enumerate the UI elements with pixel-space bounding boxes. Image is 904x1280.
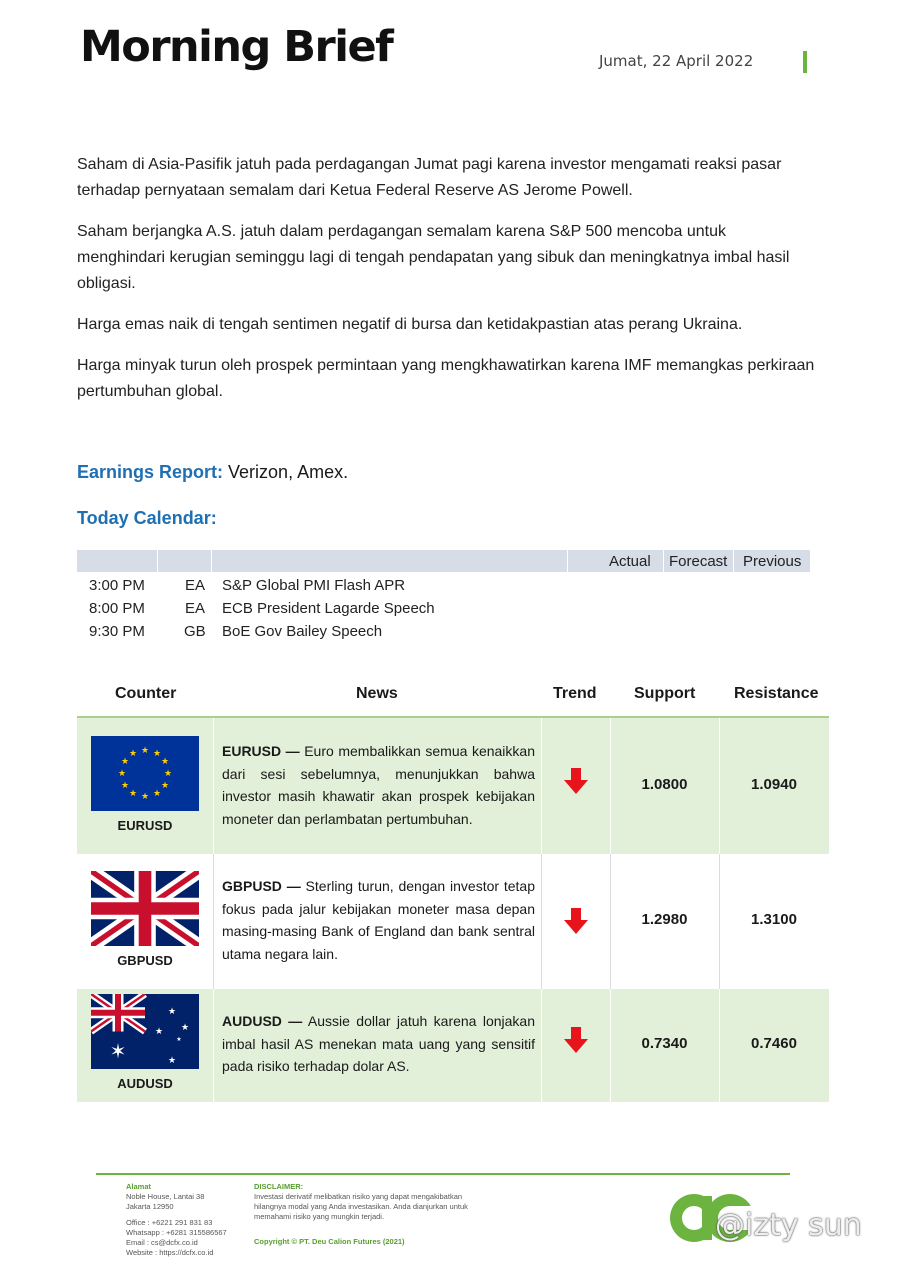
event-time: 3:00 PM bbox=[89, 577, 145, 594]
divider bbox=[541, 989, 542, 1102]
event-time: 8:00 PM bbox=[89, 600, 145, 617]
office-phone: Office : +6221 291 831 83 bbox=[126, 1218, 213, 1227]
svg-text:★: ★ bbox=[160, 756, 170, 766]
svg-text:★: ★ bbox=[152, 748, 162, 758]
uk-flag-icon bbox=[91, 871, 199, 946]
paragraph: Harga minyak turun oleh prospek permintaan yang mengkhawatirkan karena IMF memangkas perkiraan pertumbuhan global. bbox=[77, 357, 815, 400]
divider bbox=[213, 718, 214, 854]
svg-text:★: ★ bbox=[176, 1037, 182, 1043]
event-country: EA bbox=[185, 600, 206, 617]
divider bbox=[541, 718, 542, 854]
watermark: @izty sun bbox=[715, 1208, 862, 1243]
svg-text:★: ★ bbox=[163, 768, 173, 778]
page-title: Morning Brief bbox=[80, 22, 393, 72]
news-body: Euro membalikkan semua kenaikkan dari sesi sebelumnya, menunjukkan bahwa investor masih khawatir akan prospek kebijakan moneter dan perlambatan pertumbuhan. bbox=[222, 743, 535, 827]
calendar-row bbox=[77, 575, 810, 597]
calendar-col-forecast: Forecast bbox=[669, 553, 728, 570]
svg-text:★: ★ bbox=[160, 780, 170, 790]
calendar-col-previous: Previous bbox=[743, 553, 802, 570]
disclaimer-line: Investasi derivatif melibatkan risiko yang dapat mengakibatkan bbox=[254, 1192, 463, 1201]
address-line: Noble House, Lantai 38 bbox=[126, 1192, 205, 1201]
counter-code: AUDUSD bbox=[117, 1076, 173, 1091]
resistance-value: 1.0940 bbox=[751, 776, 797, 793]
col-resistance: Resistance bbox=[734, 685, 819, 702]
footer-contact bbox=[126, 1182, 241, 1258]
table-row bbox=[77, 718, 829, 854]
earnings-value: Verizon, Amex. bbox=[228, 462, 349, 482]
support-value: 0.7340 bbox=[641, 1035, 688, 1052]
event-time: 9:30 PM bbox=[89, 623, 145, 640]
copyright: Copyright © PT. Deu Calion Futures (2021) bbox=[254, 1237, 405, 1246]
support-value: 1.0800 bbox=[641, 776, 688, 793]
website-link[interactable]: Website : https://dcfx.co.id bbox=[126, 1248, 214, 1257]
divider bbox=[567, 550, 568, 572]
footer-divider bbox=[96, 1173, 790, 1175]
earnings-report bbox=[77, 462, 348, 483]
news-text bbox=[222, 875, 535, 965]
divider bbox=[541, 854, 542, 989]
paragraph: Harga emas naik di tengah sentimen negatif di bursa dan ketidakpastian atas perang Ukraina. bbox=[77, 316, 743, 333]
news-body: Sterling turun, dengan investor tetap fokus pada jalur kebijakan moneter masa depan masing-masing Bank of England dan bank sentral utama negara lain. bbox=[222, 878, 536, 962]
down-arrow-icon bbox=[564, 768, 588, 794]
news-title: GBPUSD — bbox=[222, 878, 301, 894]
email-address: Email : cs@dcfx.co.id bbox=[126, 1238, 198, 1247]
svg-text:✶: ✶ bbox=[109, 1041, 127, 1063]
calendar-header bbox=[77, 550, 810, 572]
accent-bar bbox=[803, 51, 807, 73]
col-news: News bbox=[356, 685, 398, 702]
disclaimer-label: DISCLAIMER: bbox=[254, 1182, 304, 1191]
svg-text:★: ★ bbox=[167, 1055, 177, 1065]
divider bbox=[663, 550, 664, 572]
news-text bbox=[222, 740, 535, 830]
calendar-title: Today Calendar: bbox=[77, 508, 217, 528]
resistance-value: 1.3100 bbox=[751, 911, 797, 928]
support-value: 1.2980 bbox=[641, 911, 688, 928]
svg-text:★: ★ bbox=[152, 788, 162, 798]
paragraph: Saham di Asia-Pasifik jatuh pada perdagangan Jumat pagi karena investor mengamati reaksi pasar terhadap pernyataan semalam dari Ketua Federal Reserve AS Jerome Powell. bbox=[77, 156, 782, 199]
event-name: S&P Global PMI Flash APR bbox=[222, 577, 406, 594]
resistance-value: 0.7460 bbox=[751, 1035, 797, 1052]
counter-code: EURUSD bbox=[117, 818, 173, 833]
down-arrow-icon bbox=[564, 908, 588, 934]
divider bbox=[213, 989, 214, 1102]
summary-paragraphs bbox=[77, 152, 817, 420]
calendar-row bbox=[77, 598, 810, 620]
report-date: Jumat, 22 April 2022 bbox=[599, 52, 754, 70]
footer-disclaimer bbox=[254, 1182, 494, 1222]
svg-text:★: ★ bbox=[154, 1026, 164, 1036]
divider bbox=[211, 550, 212, 572]
event-country: EA bbox=[185, 577, 206, 594]
svg-text:★: ★ bbox=[117, 768, 127, 778]
news-title: AUDUSD — bbox=[222, 1013, 303, 1029]
earnings-label: Earnings Report: bbox=[77, 462, 224, 482]
down-arrow-icon bbox=[564, 1027, 588, 1053]
svg-text:★: ★ bbox=[128, 788, 138, 798]
svg-text:★: ★ bbox=[180, 1022, 190, 1032]
event-country: GB bbox=[184, 623, 206, 640]
divider bbox=[157, 550, 158, 572]
event-name: BoE Gov Bailey Speech bbox=[222, 623, 383, 640]
svg-text:★: ★ bbox=[167, 1006, 177, 1016]
table-row bbox=[77, 989, 829, 1102]
svg-text:★: ★ bbox=[140, 791, 150, 801]
divider bbox=[733, 550, 734, 572]
address-line: Jakarta 12950 bbox=[126, 1202, 174, 1211]
news-title: EURUSD — bbox=[222, 743, 300, 759]
col-support: Support bbox=[634, 685, 696, 702]
calendar-row bbox=[77, 621, 810, 643]
counter-code: GBPUSD bbox=[117, 953, 173, 968]
svg-text:★: ★ bbox=[120, 756, 130, 766]
divider bbox=[213, 854, 214, 989]
news-text bbox=[222, 1010, 535, 1078]
svg-text:★: ★ bbox=[120, 780, 130, 790]
whatsapp-number: Whatsapp : +6281 315586567 bbox=[126, 1228, 227, 1237]
disclaimer-line: hilangnya modal yang Anda investasikan. Anda dianjurkan untuk bbox=[254, 1202, 468, 1211]
address-label: Alamat bbox=[126, 1182, 152, 1191]
au-flag-icon bbox=[91, 994, 199, 1069]
col-trend: Trend bbox=[553, 685, 597, 702]
eu-flag-icon bbox=[91, 736, 199, 811]
paragraph: Saham berjangka A.S. jatuh dalam perdagangan semalam karena S&P 500 mencoba untuk menghindari kerugian seminggu lagi di tengah pendapatan yang sibuk dan meningkatnya imbal hasil obligasi. bbox=[77, 223, 790, 292]
svg-text:★: ★ bbox=[128, 748, 138, 758]
svg-text:★: ★ bbox=[140, 745, 150, 755]
news-body: Aussie dollar jatuh karena lonjakan imbal hasil AS menekan mata uang yang sensitif pada risiko terhadap dolar AS. bbox=[222, 1013, 535, 1074]
event-name: ECB President Lagarde Speech bbox=[222, 600, 435, 617]
table-row bbox=[77, 854, 829, 989]
counter-table-header bbox=[77, 684, 829, 716]
col-counter: Counter bbox=[115, 685, 177, 702]
calendar-col-actual: Actual bbox=[609, 553, 651, 570]
disclaimer-line: memahami risiko yang mungkin terjadi. bbox=[254, 1212, 385, 1221]
